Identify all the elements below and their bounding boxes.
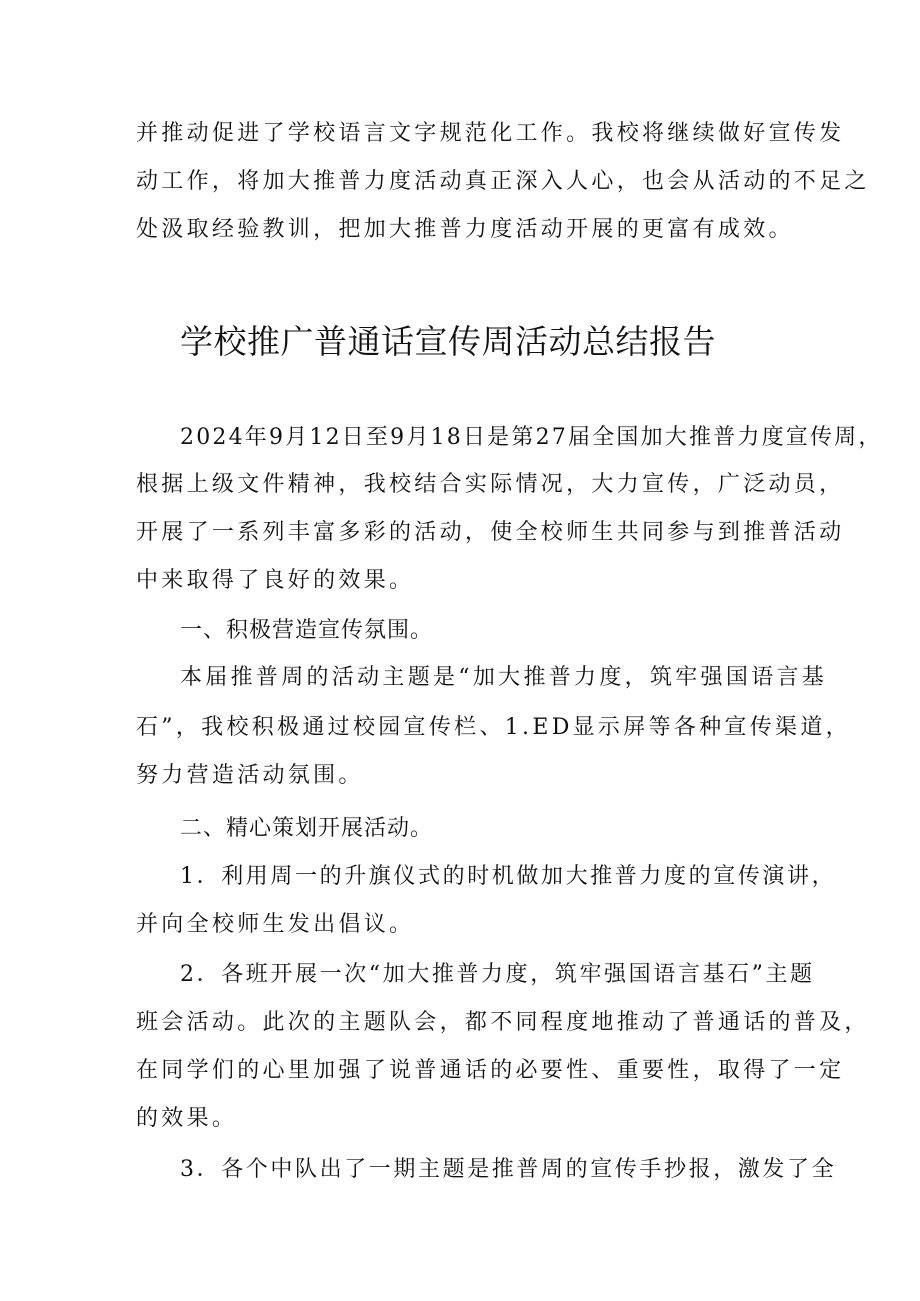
text-line: 石”，我校积极通过校园宣传栏、1.ED显示屏等各种宣传渠道， (136, 715, 851, 740)
text-line: 在同学们的心里加强了说普通话的必要性、重要性，取得了一定 (136, 1058, 845, 1083)
document-title: 学校推广普通话宣传周活动总结报告 (180, 322, 716, 361)
text-line: 开展了一系列丰富多彩的活动，使全校师生共同参与到推普活动 (136, 520, 845, 545)
text-line: 本届推普周的活动主题是“加大推普力度，筑牢强国语言基 (180, 665, 828, 690)
text-line: 动工作，将加大推普力度活动真正深入人心，也会从活动的不足之 (136, 169, 870, 194)
text-line: 并推动促进了学校语言文字规范化工作。我校将继续做好宣传发 (136, 121, 845, 146)
text-line: 努力营造活动氛围。 (136, 763, 364, 788)
text-line: 3．各个中队出了一期主题是推普周的宣传手抄报，激发了全 (180, 1157, 837, 1182)
text-line: 2024年9月12日至9月18日是第27届全国加大推普力度宣传周， (180, 425, 883, 450)
text-line: 1．利用周一的升旗仪式的时机做加大推普力度的宣传演讲， (180, 864, 837, 889)
text-line: 2．各班开展一次“加大推普力度，筑牢强国语言基石”主题 (180, 962, 815, 987)
section-1-heading: 一、积极营造宣传氛围。 (180, 618, 434, 643)
text-line: 处汲取经验教训，把加大推普力度活动开展的更富有成效。 (136, 217, 794, 242)
text-line: 中来取得了良好的效果。 (136, 568, 415, 593)
text-line: 的效果。 (136, 1106, 238, 1131)
text-line: 并向全校师生发出倡议。 (136, 912, 415, 937)
text-line: 班会活动。此次的主题队会，都不同程度地推动了普通话的普及， (136, 1010, 870, 1035)
section-2-heading: 二、精心策划开展活动。 (180, 816, 434, 841)
text-line: 根据上级文件精神，我校结合实际情况，大力宣传，广泛动员， (136, 472, 845, 497)
